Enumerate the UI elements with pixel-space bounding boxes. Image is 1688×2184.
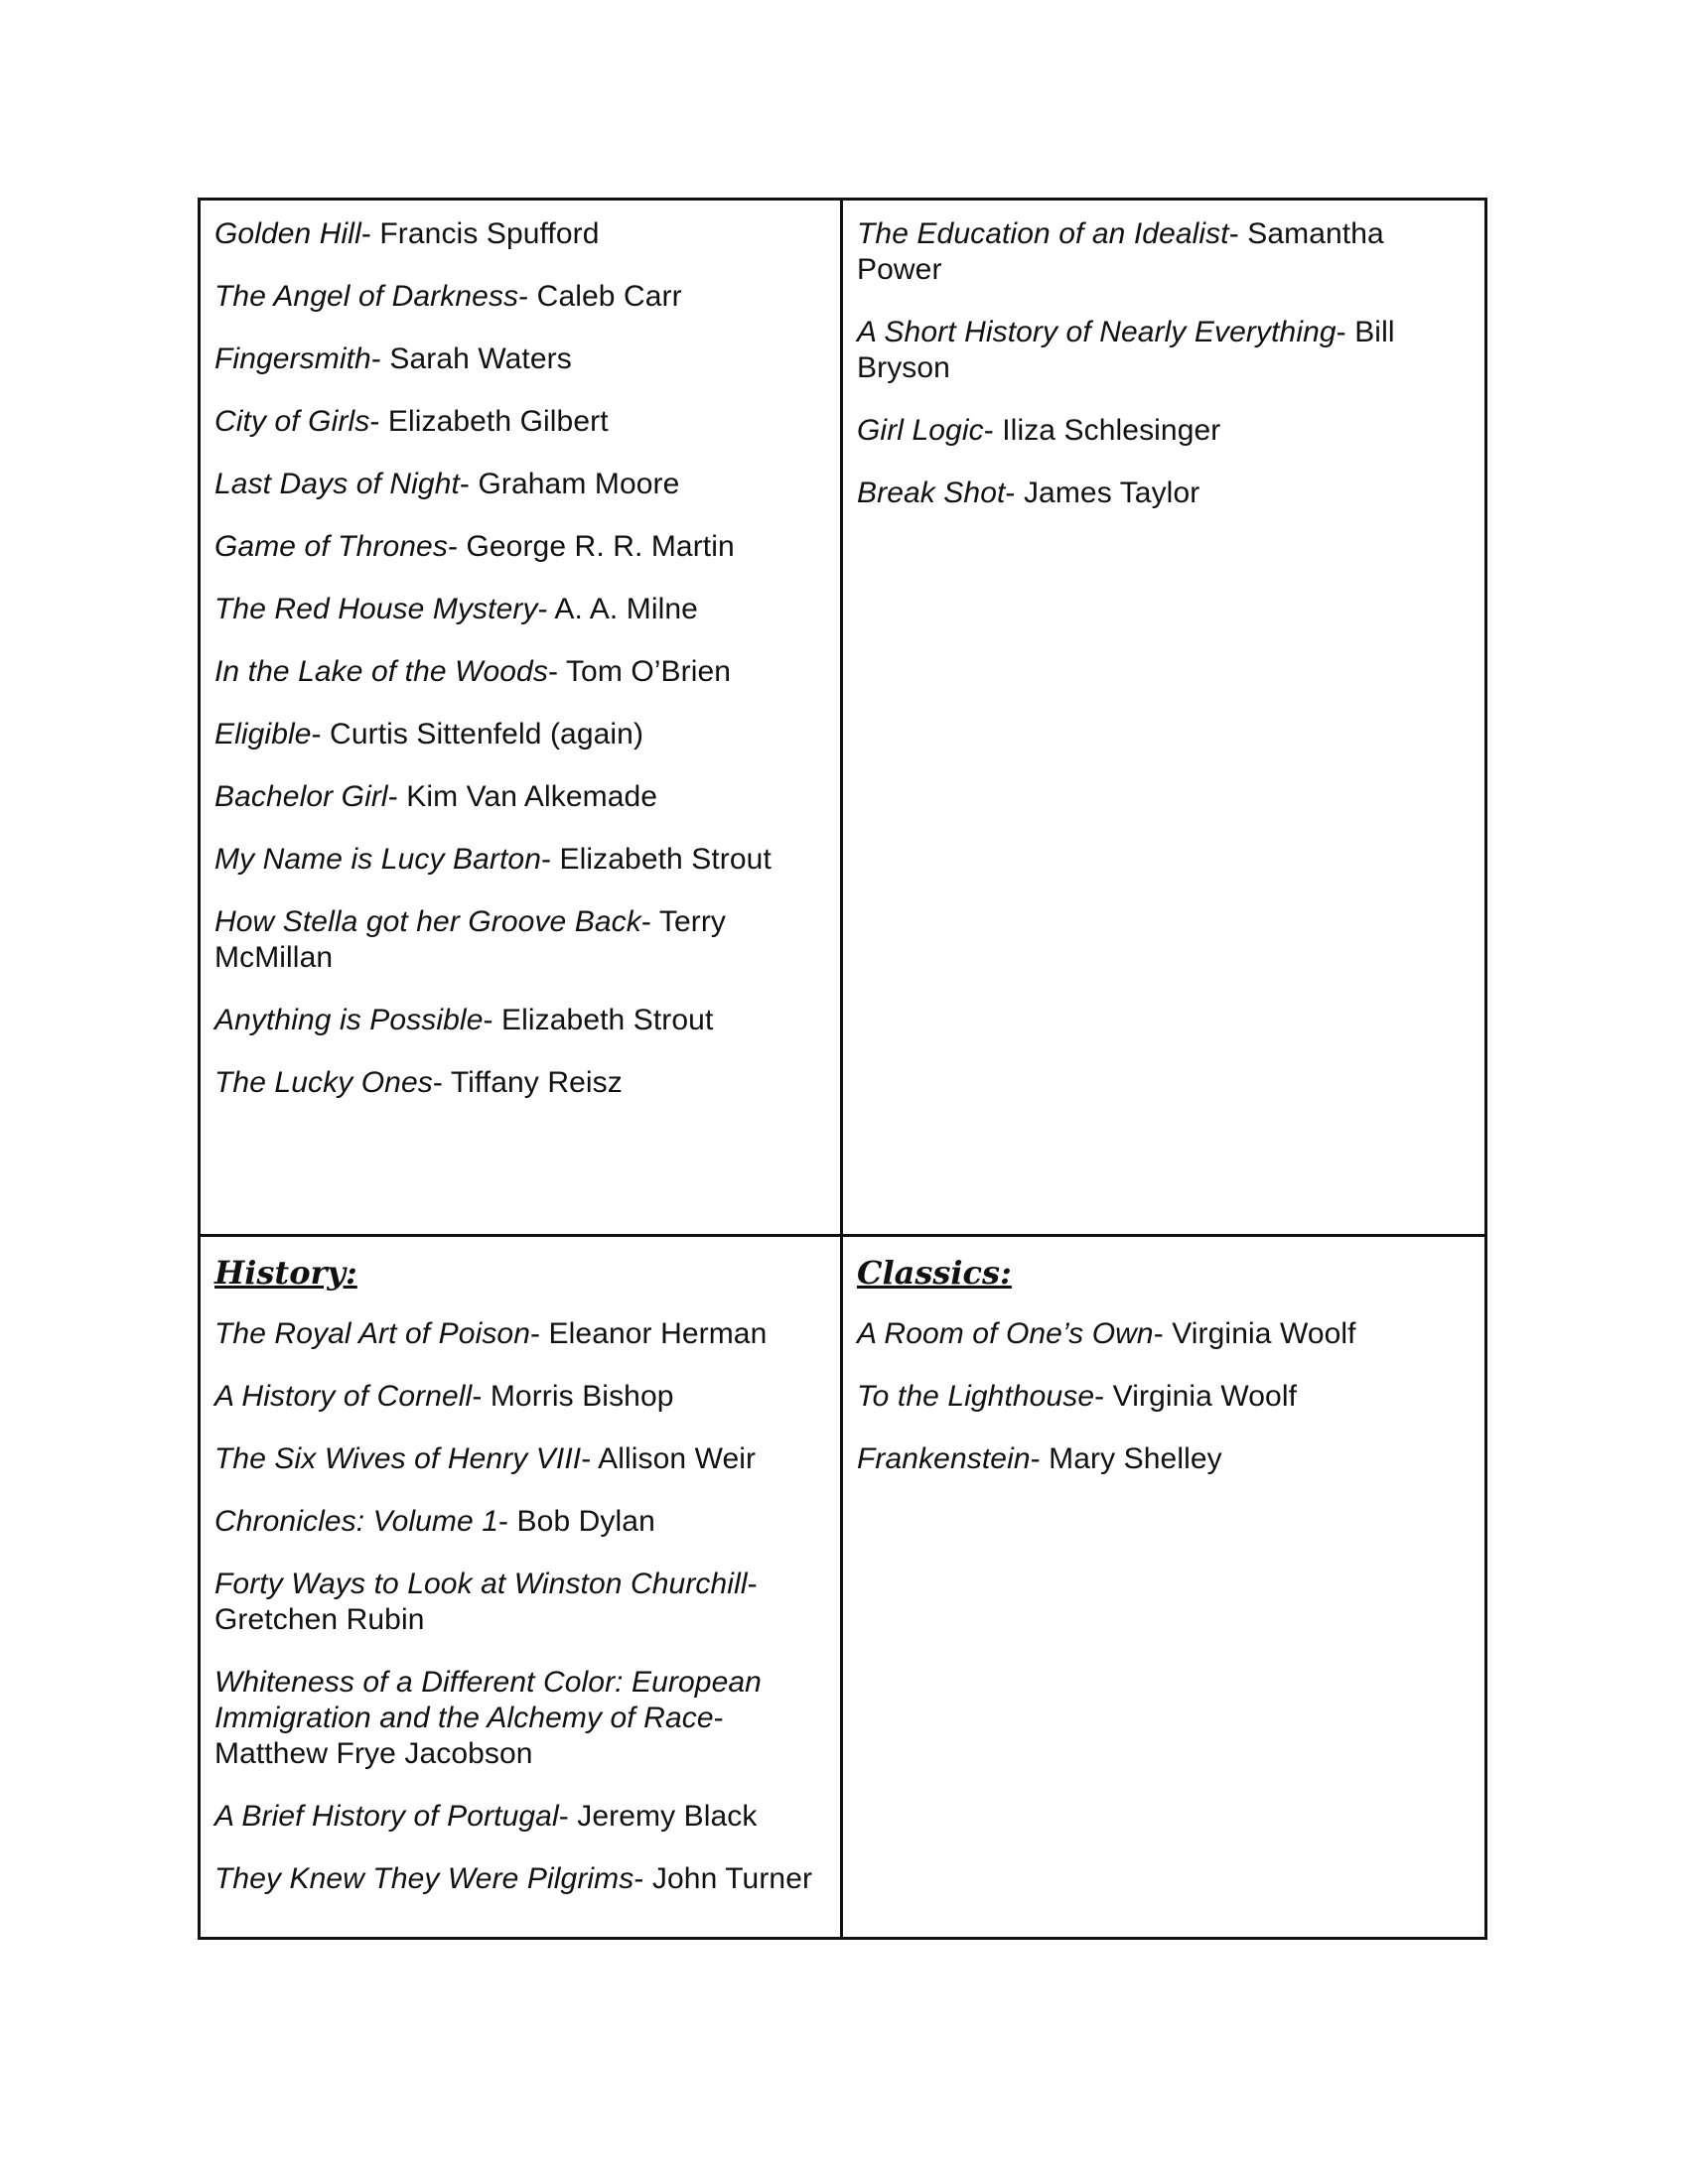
book-entry bbox=[214, 529, 826, 565]
book-entry bbox=[214, 1799, 826, 1835]
book-author: - Jeremy Black bbox=[558, 1800, 758, 1833]
book-author: - Virginia Woolf bbox=[1094, 1380, 1298, 1413]
book-entry bbox=[214, 216, 826, 252]
book-entry bbox=[214, 1003, 826, 1038]
book-title: A Short History of Nearly Everything bbox=[857, 316, 1336, 348]
book-title: Chronicles: Volume 1 bbox=[214, 1505, 499, 1538]
classics-heading: Classics: bbox=[857, 1254, 1012, 1292]
book-author: - Samantha Power bbox=[857, 217, 1384, 286]
book-title: Game of Thrones bbox=[214, 530, 448, 563]
book-author: - Allison Weir bbox=[581, 1442, 757, 1475]
book-author: - John Turner bbox=[633, 1862, 813, 1895]
reading-list-table bbox=[198, 198, 1487, 1940]
top-right-cell bbox=[842, 200, 1486, 1236]
book-author: - Graham Moore bbox=[459, 468, 680, 500]
book-title: The Red House Mystery bbox=[214, 593, 538, 625]
book-title: Girl Logic bbox=[857, 414, 984, 447]
book-entry bbox=[214, 1567, 826, 1638]
book-author: - Bob Dylan bbox=[498, 1505, 655, 1538]
book-title: Fingersmith bbox=[214, 342, 371, 375]
book-title: The Royal Art of Poison bbox=[214, 1317, 531, 1350]
book-title: Last Days of Night bbox=[214, 468, 460, 500]
book-author: - Curtis Sittenfeld (again) bbox=[311, 718, 644, 751]
book-title: The Angel of Darkness bbox=[214, 280, 519, 313]
book-title: Anything is Possible bbox=[214, 1004, 484, 1036]
book-author: - Morris Bishop bbox=[472, 1380, 674, 1413]
book-title: Break Shot bbox=[857, 477, 1006, 509]
book-entry bbox=[214, 904, 826, 976]
book-author: - Virginia Woolf bbox=[1153, 1317, 1356, 1350]
book-entry bbox=[214, 1441, 826, 1477]
book-entry bbox=[857, 216, 1471, 288]
book-entry bbox=[214, 842, 826, 878]
book-entry bbox=[857, 1441, 1471, 1477]
book-title: In the Lake of the Woods bbox=[214, 655, 548, 688]
book-author: - A. A. Milne bbox=[537, 593, 698, 625]
book-title: Golden Hill bbox=[214, 217, 361, 250]
book-author: - Matthew Frye Jacobson bbox=[214, 1702, 724, 1770]
book-title: The Six Wives of Henry VIII bbox=[214, 1442, 582, 1475]
book-author: - Sarah Waters bbox=[370, 342, 572, 375]
book-entry bbox=[857, 413, 1471, 449]
book-author: - Caleb Carr bbox=[518, 280, 682, 313]
book-entry bbox=[214, 404, 826, 440]
book-author: - Terry McMillan bbox=[214, 905, 727, 974]
book-author: - Gretchen Rubin bbox=[214, 1568, 758, 1636]
top-left-cell bbox=[200, 200, 842, 1236]
book-title: They Knew They Were Pilgrims bbox=[214, 1862, 634, 1895]
book-title: Whiteness of a Different Color: European Immigration and the Alchemy of Race bbox=[214, 1666, 762, 1734]
book-author: - Iliza Schlesinger bbox=[983, 414, 1221, 447]
book-author: - Elizabeth Strout bbox=[483, 1004, 714, 1036]
history-cell bbox=[200, 1236, 842, 1939]
book-title: A History of Cornell bbox=[214, 1380, 473, 1413]
book-title: A Room of One’s Own bbox=[857, 1317, 1154, 1350]
book-title: My Name is Lucy Barton bbox=[214, 843, 541, 876]
book-entry bbox=[214, 1379, 826, 1415]
book-entry bbox=[214, 654, 826, 690]
book-entry bbox=[214, 341, 826, 377]
book-title: City of Girls bbox=[214, 405, 370, 438]
book-title: Forty Ways to Look at Winston Churchill bbox=[214, 1568, 748, 1600]
history-heading: History: bbox=[214, 1254, 357, 1292]
book-author: - Eleanor Herman bbox=[530, 1317, 768, 1350]
book-title: How Stella got her Groove Back bbox=[214, 905, 641, 938]
book-title: To the Lighthouse bbox=[857, 1380, 1095, 1413]
book-title: A Brief History of Portugal bbox=[214, 1800, 559, 1833]
book-entry bbox=[214, 279, 826, 315]
book-entry bbox=[214, 717, 826, 752]
book-entry bbox=[214, 779, 826, 815]
book-entry bbox=[857, 1316, 1471, 1352]
book-entry bbox=[857, 476, 1471, 511]
book-entry bbox=[857, 1379, 1471, 1415]
book-author: - Francis Spufford bbox=[360, 217, 600, 250]
book-title: Bachelor Girl bbox=[214, 780, 388, 813]
book-entry bbox=[214, 1504, 826, 1540]
book-entry bbox=[214, 592, 826, 627]
book-author: - Kim Van Alkemade bbox=[387, 780, 658, 813]
book-title: Eligible bbox=[214, 718, 312, 751]
book-title: Frankenstein bbox=[857, 1442, 1031, 1475]
book-entry bbox=[214, 1861, 826, 1897]
book-entry bbox=[214, 467, 826, 502]
book-author: - George R. R. Martin bbox=[447, 530, 735, 563]
book-title: The Education of an Idealist bbox=[857, 217, 1229, 250]
book-entry bbox=[214, 1665, 826, 1772]
book-author: - Tiffany Reisz bbox=[432, 1066, 623, 1099]
book-author: - Tom O’Brien bbox=[547, 655, 732, 688]
book-entry bbox=[857, 315, 1471, 386]
book-entry bbox=[214, 1065, 826, 1101]
book-author: - James Taylor bbox=[1005, 477, 1200, 509]
book-entry bbox=[214, 1316, 826, 1352]
book-author: - Mary Shelley bbox=[1030, 1442, 1222, 1475]
book-author: - Elizabeth Gilbert bbox=[369, 405, 609, 438]
book-author: - Elizabeth Strout bbox=[540, 843, 772, 876]
book-author: - Bill Bryson bbox=[857, 316, 1395, 384]
book-title: The Lucky Ones bbox=[214, 1066, 433, 1099]
classics-cell bbox=[842, 1236, 1486, 1939]
